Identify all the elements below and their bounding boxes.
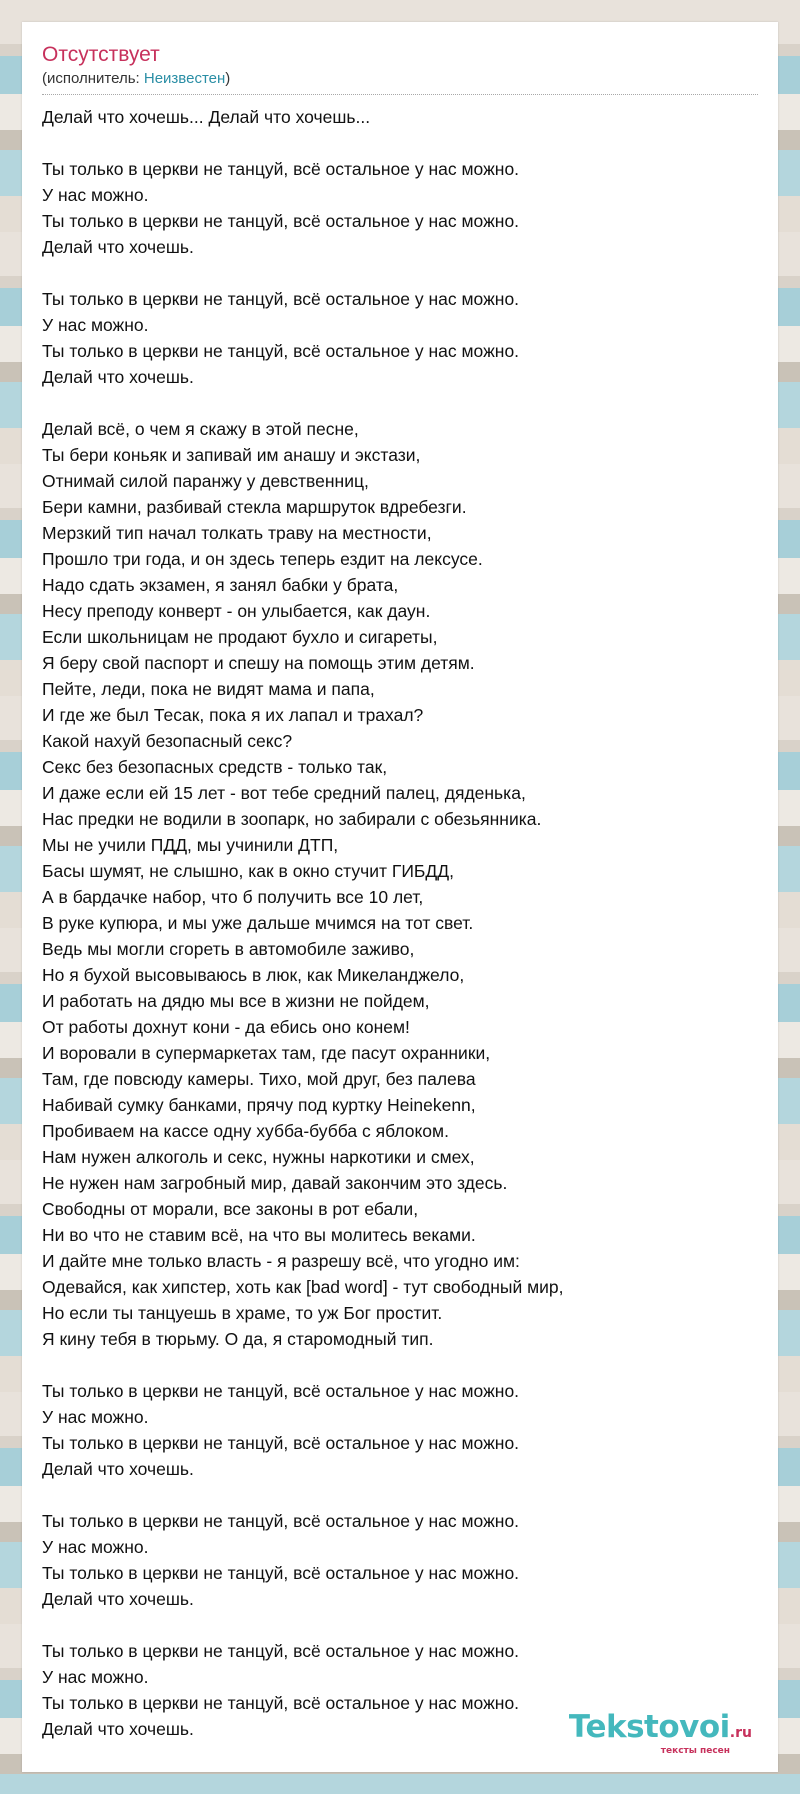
lyric-line: Мерзкий тип начал толкать траву на местности,	[42, 523, 432, 543]
lyric-line: Нам нужен алкоголь и секс, нужны наркотики и смех,	[42, 1147, 475, 1167]
lyric-line: Делай что хочешь.	[42, 1459, 194, 1479]
lyric-line: Ты только в церкви не танцуй, всё остальное у нас можно.	[42, 159, 520, 179]
lyric-line: Секс без безопасных средств - только так,	[42, 757, 388, 777]
lyric-line: Ты только в церкви не танцуй, всё остальное у нас можно.	[42, 1563, 520, 1583]
lyric-line: Прошло три года, и он здесь теперь ездит на лексусе.	[42, 549, 483, 569]
lyric-line: В руке купюра, и мы уже дальше мчимся на тот свет.	[42, 913, 474, 933]
lyric-line: Ты только в церкви не танцуй, всё остальное у нас можно.	[42, 289, 520, 309]
stanza-break	[42, 1482, 758, 1508]
lyric-line: Басы шумят, не слышно, как в окно стучит ГИБДД,	[42, 861, 454, 881]
stanza-break	[42, 1352, 758, 1378]
lyric-line: Ты только в церкви не танцуй, всё остальное у нас можно.	[42, 1641, 520, 1661]
lyric-line: А в бардачке набор, что б получить все 10 лет,	[42, 887, 424, 907]
stanza-break	[42, 390, 758, 416]
lyric-line: Какой нахуй безопасный секс?	[42, 731, 293, 751]
lyric-line: Нас предки не водили в зоопарк, но забирали с обезьянника.	[42, 809, 542, 829]
lyric-line: Делай всё, о чем я скажу в этой песне,	[42, 419, 359, 439]
lyric-line: И дайте мне только власть - я разрешу всё, что угодно им:	[42, 1251, 520, 1271]
lyric-line: Ты только в церкви не танцуй, всё остальное у нас можно.	[42, 211, 520, 231]
stanza-break	[42, 130, 758, 156]
lyric-line: Мы не учили ПДД, мы учинили ДТП,	[42, 835, 339, 855]
lyric-line: И где же был Тесак, пока я их лапал и трахал?	[42, 705, 424, 725]
lyric-line: Делай что хочешь... Делай что хочешь...	[42, 107, 371, 127]
lyric-line: И воровали в супермаркетах там, где пасут охранники,	[42, 1043, 491, 1063]
lyric-line: Одевайся, как хипстер, хоть как [bad word] - тут свободный мир,	[42, 1277, 564, 1297]
lyric-line: Ты только в церкви не танцуй, всё остальное у нас можно.	[42, 1693, 520, 1713]
logo-tld: .ru	[729, 1725, 752, 1741]
lyric-line: Бери камни, разбивай стекла маршруток вдребезги.	[42, 497, 467, 517]
lyric-line: Делай что хочешь.	[42, 367, 194, 387]
stanza-break	[42, 1612, 758, 1638]
lyric-line: Делай что хочешь.	[42, 1719, 194, 1739]
lyric-line: Надо сдать экзамен, я занял бабки у брата,	[42, 575, 399, 595]
lyric-line: Я беру свой паспорт и спешу на помощь этим детям.	[42, 653, 475, 673]
song-title: Отсутствует	[42, 43, 160, 66]
logo-brand: Tekstovoi	[568, 1709, 730, 1745]
logo-wordmark	[569, 1710, 752, 1750]
lyric-line: Ни во что не ставим всё, на что вы молитесь веками.	[42, 1225, 476, 1245]
lyric-line: От работы дохнут кони - да ебись оно конем!	[42, 1017, 410, 1037]
lyric-line: И даже если ей 15 лет - вот тебе средний палец, дяденька,	[42, 783, 526, 803]
lyric-line: Ты только в церкви не танцуй, всё остальное у нас можно.	[42, 1381, 520, 1401]
header-divider	[42, 94, 758, 95]
lyrics-card	[22, 22, 778, 1772]
lyric-line: Ты только в церкви не танцуй, всё остальное у нас можно.	[42, 1511, 520, 1531]
lyric-line: Делай что хочешь.	[42, 237, 194, 257]
lyric-line: Но если ты танцуешь в храме, то уж Бог простит.	[42, 1303, 443, 1323]
lyric-line: Там, где повсюду камеры. Тихо, мой друг, без палева	[42, 1069, 476, 1089]
song-meta	[42, 70, 758, 88]
lyric-line: У нас можно.	[42, 1407, 149, 1427]
lyric-line: Ты бери коньяк и запивай им анашу и экстази,	[42, 445, 421, 465]
lyric-line: Несу преподу конверт - он улыбается, как даун.	[42, 601, 431, 621]
lyric-line: И работать на дядю мы все в жизни не пойдем,	[42, 991, 430, 1011]
logo-tagline: тексты песен	[660, 1746, 730, 1756]
lyric-line: У нас можно.	[42, 315, 149, 335]
song-header	[42, 42, 758, 95]
meta-prefix: (исполнитель:	[42, 70, 144, 87]
lyric-line: Делай что хочешь.	[42, 1589, 194, 1609]
lyric-line: Ты только в церкви не танцуй, всё остальное у нас можно.	[42, 341, 520, 361]
lyric-line: Ведь мы могли сгореть в автомобиле заживо,	[42, 939, 415, 959]
stanza-break	[42, 260, 758, 286]
lyric-line: Не нужен нам загробный мир, давай закончим это здесь.	[42, 1173, 508, 1193]
lyric-line: У нас можно.	[42, 185, 149, 205]
lyric-line: Отнимай силой паранжу у девственниц,	[42, 471, 369, 491]
lyric-line: Пейте, леди, пока не видят мама и папа,	[42, 679, 375, 699]
lyrics-text	[42, 104, 758, 1742]
lyric-line: Я кину тебя в тюрьму. О да, я старомодный тип.	[42, 1329, 434, 1349]
lyric-line: Пробиваем на кассе одну хубба-бубба с яблоком.	[42, 1121, 449, 1141]
site-logo[interactable]	[569, 1710, 752, 1756]
lyric-line: Ты только в церкви не танцуй, всё остальное у нас можно.	[42, 1433, 520, 1453]
lyric-line: У нас можно.	[42, 1667, 149, 1687]
artist-link[interactable]: Неизвестен	[143, 70, 226, 87]
lyric-line: Но я бухой высовываюсь в люк, как Микеланджело,	[42, 965, 465, 985]
lyric-line: Если школьницам не продают бухло и сигареты,	[42, 627, 438, 647]
lyric-line: Свободны от морали, все законы в рот ебали,	[42, 1199, 419, 1219]
lyric-line: Набивай сумку банками, прячу под куртку Heinekenn,	[42, 1095, 476, 1115]
lyric-line: У нас можно.	[42, 1537, 149, 1557]
meta-suffix: )	[225, 70, 231, 87]
